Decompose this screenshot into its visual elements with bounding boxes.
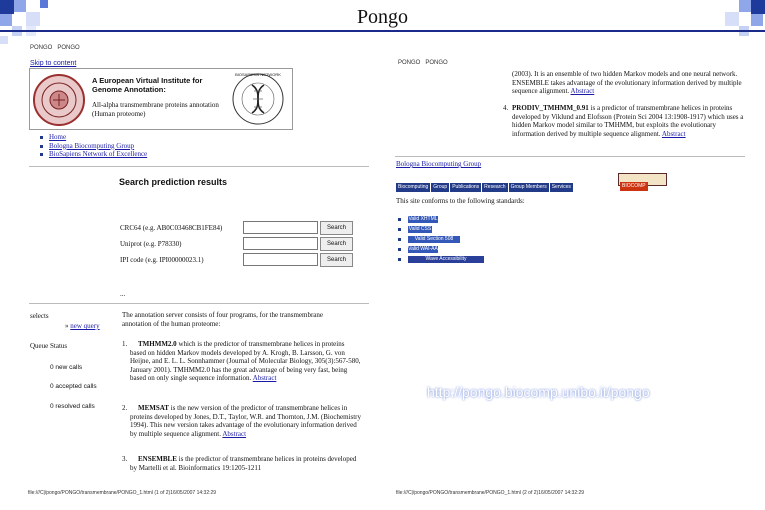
bullet-icon — [398, 228, 401, 231]
right-top-link-1[interactable]: PONGO — [398, 60, 421, 66]
bullet-icon — [398, 218, 401, 221]
program-number: 4. — [503, 104, 509, 112]
standard-badge[interactable]: Valid CSS — [408, 226, 432, 232]
abstract-link[interactable]: Abstract — [222, 429, 247, 438]
bullet-icon — [40, 145, 43, 148]
standard-item[interactable] — [398, 236, 484, 246]
new-query-row[interactable]: » new query — [65, 322, 100, 330]
bullet-icon — [40, 153, 43, 156]
left-top-link-2[interactable]: PONGO — [57, 45, 80, 51]
abstract-link[interactable]: Abstract — [252, 374, 277, 382]
pongo-url-link[interactable]: http://pongo.biocomp.unibo.it/pongo — [427, 384, 650, 400]
program-name: ENSEMBLE — [138, 455, 177, 463]
standard-item[interactable] — [398, 256, 484, 266]
navbar-item-6[interactable]: Services — [551, 184, 571, 190]
standard-badge[interactable]: Valid Section 508 — [408, 236, 460, 243]
biosapiens-network-logo-icon — [230, 71, 286, 127]
program-3-continued — [512, 70, 744, 96]
queue-status-label: Queue Status — [30, 342, 68, 350]
selects-label: selects — [30, 312, 49, 320]
program-text: is the predictor of transmembrane helices in proteins developed by Martelli et al. Bioinformatics 19:1205-1211 — [130, 455, 357, 472]
standard-item[interactable] — [398, 246, 484, 256]
right-top-links — [398, 60, 448, 66]
search-button-ipi[interactable]: Search — [320, 253, 353, 267]
program-name: PRODIV_TMHMM_0.91 — [512, 104, 589, 112]
left-top-links — [30, 45, 80, 51]
program-text: which is the predictor of transmembrane helices in proteins based on hidden Markov models developed by A. Krogh, B. Larsson, G. von Heijne, and E. L. L. Sonnhammer (Journal of Molecular Biology, 305(3):567-580, January 2001). TMHMM2.0 has the great advantage of being very fast, being based on only single sequence information. — [130, 340, 361, 382]
right-footer: file:///C|/pongo/PONGO/transmembrane/PONGO_1.html (2 of 2)16/05/2007 14:32:29 — [396, 490, 585, 496]
resolved-calls-count: 0 resolved calls — [50, 403, 95, 410]
bullet-icon — [398, 248, 401, 251]
nav-item-bologna[interactable] — [40, 142, 147, 151]
crc64-input[interactable] — [243, 221, 318, 234]
group-link[interactable] — [396, 160, 481, 169]
nav-link-biosapiens[interactable]: BioSapiens Network of Excellence — [49, 150, 148, 158]
banner-subtitle: All-alpha transmembrane proteins annotation (Human proteome) — [92, 101, 219, 118]
program-name: MEMSAT — [138, 404, 169, 412]
standard-badge[interactable]: Valid WAI-AA — [408, 246, 438, 252]
navbar-item-1[interactable]: Biocomputing — [398, 184, 429, 190]
slide-title: Pongo — [356, 6, 409, 28]
biosapiens-banner — [29, 68, 293, 130]
logo-text: BIOSAPIENS NETWORK — [235, 72, 281, 77]
divider — [395, 156, 745, 157]
bullet-icon — [40, 136, 43, 139]
navbar-item-3[interactable]: Publications — [452, 184, 480, 190]
title-underline — [0, 30, 765, 32]
standard-item[interactable] — [398, 216, 484, 226]
ellipsis: ... — [120, 290, 126, 298]
program-number: 3. — [122, 455, 128, 463]
program-2 — [122, 404, 362, 438]
right-top-link-2[interactable]: PONGO — [425, 60, 448, 66]
program-name: TMHMM2.0 — [138, 340, 177, 348]
program-number: 2. — [122, 404, 128, 412]
banner-title: A European Virtual Institute for Genome Annotation: — [92, 76, 203, 94]
navbar-item-2[interactable]: Group — [433, 184, 448, 190]
search-title: Search prediction results — [119, 177, 228, 187]
standard-item[interactable] — [398, 226, 484, 236]
ipi-input[interactable] — [243, 253, 318, 266]
search-button-crc64[interactable]: Search — [320, 221, 353, 235]
left-top-link-1[interactable]: PONGO — [30, 45, 53, 51]
search-button-uniprot[interactable]: Search — [320, 237, 353, 251]
skip-to-content-link[interactable]: Skip to content — [30, 60, 77, 67]
abstract-link[interactable]: Abstract — [570, 87, 595, 95]
search-label-crc64: CRC64 (e.g. AB0C03468CB1FE84) — [120, 224, 223, 232]
program-3 — [122, 455, 362, 472]
uniprot-input[interactable] — [243, 237, 318, 250]
university-seal-icon — [33, 74, 85, 126]
search-label-uniprot: Uniprot (e.g. P78330) — [120, 240, 182, 248]
standards-list — [398, 216, 484, 266]
biocomp-logo-badge: BIOCOMP — [622, 183, 646, 189]
program-text: is the new version of the predictor of transmembrane helices in proteins developed by Jones, D.T., Taylor, W.R. and Thornton, J.M. (Biochemistry 1994). This new version takes advantage of the evolutionary information derived by multiple sequence alignment. — [130, 404, 361, 438]
nav-item-biosapiens[interactable] — [40, 150, 147, 159]
navbar-item-5[interactable]: Group Members — [510, 184, 547, 190]
left-nav — [40, 133, 147, 159]
new-calls-count: 0 new calls — [50, 364, 83, 371]
search-label-ipi: IPI code (e.g. IPI00000023.1) — [120, 256, 204, 264]
conforms-text: This site conforms to the following standards: — [396, 197, 525, 205]
standard-badge[interactable]: Valid XHTML — [408, 216, 438, 222]
abstract-link[interactable]: Abstract — [661, 129, 686, 138]
program-4 — [503, 104, 744, 138]
program-1 — [122, 340, 362, 383]
decor-square-8 — [0, 36, 8, 44]
program-number: 1. — [122, 340, 128, 348]
bullet-icon — [398, 238, 401, 241]
divider — [29, 303, 369, 304]
bullet-icon — [398, 258, 401, 261]
nav-link-bologna[interactable]: Bologna Biocomputing Group — [49, 141, 135, 150]
new-query-link[interactable]: new query — [70, 322, 100, 330]
nav-item-home[interactable] — [40, 133, 147, 142]
group-link-text[interactable]: Bologna Biocomputing Group — [396, 160, 482, 168]
group-navbar — [396, 175, 574, 193]
program-text: is a predictor of transmembrane helices in proteins developed by Viklund and Elofsson (Protein Sci 2004 13:1908-1917) which uses a hidden Markov model similar to TMHMM, but exploits the evolutionary information derived by multiple sequence alignment. — [512, 104, 744, 138]
intro-text: The annotation server consists of four programs, for the transmembrane annotation of the human proteome: — [122, 311, 323, 328]
divider — [29, 166, 369, 167]
left-footer: file:///C|/pongo/PONGO/transmembrane/PONGO_1.html (1 of 2)16/05/2007 14:32:29 — [28, 490, 217, 496]
program-3-continued-text: (2003). It is an ensemble of two hidden Markov models and one neural network. ENSEMBLE takes advantage of the evolutionary information derived by multiple sequence alignment. — [512, 70, 742, 95]
nav-link-home[interactable]: Home — [49, 133, 67, 141]
standard-badge[interactable]: Wave Accessibility — [408, 256, 484, 263]
accepted-calls-count: 0 accepted calls — [50, 383, 97, 390]
navbar-item-4[interactable]: Research — [484, 184, 506, 190]
biocomp-logo — [618, 173, 667, 189]
